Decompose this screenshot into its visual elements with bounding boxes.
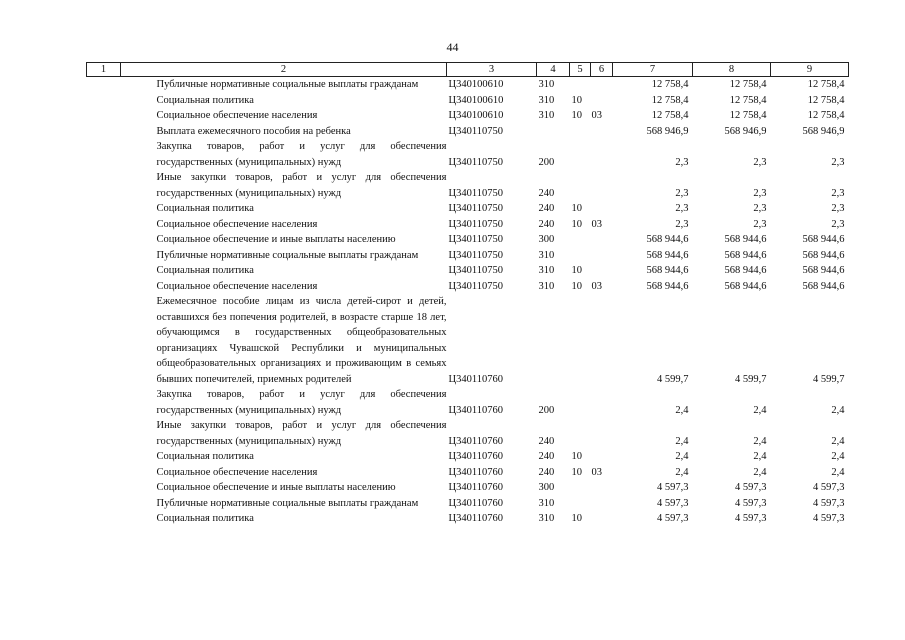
expense-type-code: 300 [538,234,555,245]
table-row [87,201,849,217]
cell-number [87,496,121,512]
amount-year-2: 4 597,3 [735,497,767,509]
cell-number [87,511,121,527]
subsection-code [591,511,613,527]
amount-year-3: 2,4 [831,404,845,416]
cell-number [87,93,121,109]
table-row [87,248,849,264]
section-code: 10 [571,265,582,276]
amount-year-3: 4 597,3 [813,497,845,509]
target-code: Ц340110760 [448,373,503,385]
table-row [87,511,849,527]
amount-year-2: 2,4 [753,466,767,478]
cell-number [87,279,121,295]
table-row [87,496,849,512]
expense-type-code: 310 [538,110,555,121]
expense-type-code: 240 [538,435,555,447]
amount-year-1: 2,4 [675,451,689,462]
table-row [87,217,849,233]
table-row [87,108,849,124]
table-row [87,263,849,279]
item-name: Социальная политика [156,203,254,214]
amount-year-3: 568 944,6 [802,265,845,276]
amount-year-3: 2,4 [831,435,845,447]
subsection-code [591,232,613,248]
target-code: Ц340110760 [448,404,503,416]
target-code: Ц340100610 [448,110,504,121]
section-code [570,248,591,264]
amount-year-1: 12 758,4 [651,110,689,121]
item-name: Закупка товаров, работ и услуг для обеспечения государственных (муниципальных) нужд [156,389,447,416]
item-name: Закупка товаров, работ и услуг для обеспечения государственных (муниципальных) нужд [156,141,447,168]
subsection-code [591,387,613,418]
item-name: Социальное обеспечение и иные выплаты населению [156,234,396,245]
target-code: Ц340100610 [448,94,504,106]
amount-year-3: 2,4 [831,451,845,462]
expense-type-code: 310 [538,497,555,509]
amount-year-1: 4 599,7 [657,373,689,385]
column-header: 3 [447,63,537,77]
amount-year-2: 568 944,6 [724,280,767,292]
amount-year-2: 2,4 [753,435,767,447]
amount-year-2: 2,4 [753,404,767,416]
table-body [87,77,849,527]
expense-type-code: 200 [538,156,555,168]
table-row [87,418,849,449]
amount-year-2: 2,3 [753,203,767,214]
table-row [87,77,849,93]
amount-year-1: 568 946,9 [646,125,689,137]
amount-year-1: 12 758,4 [651,94,689,106]
cell-number [87,139,121,170]
section-code [570,139,591,170]
expense-type-code: 310 [538,249,555,261]
amount-year-3: 2,3 [831,203,845,214]
cell-number [87,480,121,496]
column-header: 1 [87,63,121,77]
target-code: Ц340110750 [448,280,503,292]
amount-year-1: 2,3 [675,156,689,168]
amount-year-2: 12 758,4 [729,110,767,121]
subsection-code [591,418,613,449]
section-code: 10 [571,110,582,121]
expense-type-code: 310 [538,280,555,292]
cell-number [87,449,121,465]
table-row [87,124,849,140]
target-code: Ц340110750 [448,125,503,137]
amount-year-2: 568 944,6 [724,234,767,245]
amount-year-3: 568 944,6 [802,249,845,261]
section-code [570,418,591,449]
amount-year-2: 4 597,3 [735,482,767,493]
amount-year-3: 2,4 [831,466,845,478]
cell-number [87,465,121,481]
budget-table [86,62,849,527]
section-code [570,294,591,387]
amount-year-1: 2,3 [675,218,689,230]
cell-number [87,217,121,233]
amount-year-1: 2,4 [675,435,689,447]
amount-year-2: 4 597,3 [735,513,767,524]
table-row [87,465,849,481]
table-row [87,170,849,201]
target-code: Ц340110760 [448,435,503,447]
cell-number [87,294,121,387]
target-code: Ц340100610 [448,79,504,90]
target-code: Ц340110760 [448,466,503,478]
item-name: Социальная политика [156,94,254,106]
cell-number [87,232,121,248]
amount-year-3: 568 946,9 [802,125,845,137]
target-code: Ц340110760 [448,451,503,462]
amount-year-2: 12 758,4 [729,79,767,90]
subsection-code: 03 [591,218,602,230]
subsection-code [591,449,613,465]
section-code: 10 [571,280,582,292]
expense-type-code: 310 [538,265,555,276]
section-code [570,77,591,93]
expense-type-code [537,124,570,140]
amount-year-3: 568 944,6 [802,234,845,245]
subsection-code [591,201,613,217]
expense-type-code: 310 [538,79,555,90]
subsection-code [591,77,613,93]
expense-type-code [537,294,570,387]
table-row [87,480,849,496]
amount-year-3: 4 599,7 [813,373,845,385]
column-header: 8 [693,63,771,77]
target-code: Ц340110750 [448,218,503,230]
expense-type-code: 240 [538,203,555,214]
amount-year-2: 2,3 [753,218,767,230]
expense-type-code: 240 [538,451,555,462]
section-code: 10 [571,218,582,230]
column-header: 6 [591,63,613,77]
subsection-code [591,294,613,387]
expense-type-code: 240 [538,187,555,199]
subsection-code: 03 [591,110,602,121]
amount-year-3: 2,3 [831,218,845,230]
amount-year-2: 2,3 [753,187,767,199]
cell-number [87,77,121,93]
column-header: 4 [537,63,570,77]
amount-year-2: 568 946,9 [724,125,767,137]
amount-year-3: 2,3 [831,156,845,168]
cell-number [87,418,121,449]
amount-year-1: 568 944,6 [646,234,689,245]
item-name: Выплата ежемесячного пособия на ребенка [156,125,351,137]
subsection-code [591,263,613,279]
expense-type-code: 240 [538,466,555,478]
item-name: Социальная политика [156,513,254,524]
amount-year-2: 2,3 [753,156,767,168]
amount-year-1: 568 944,6 [646,280,689,292]
amount-year-2: 4 599,7 [735,373,767,385]
amount-year-3: 4 597,3 [813,513,845,524]
section-code: 10 [571,466,582,478]
section-code [570,480,591,496]
item-name: Публичные нормативные социальные выплаты гражданам [156,79,419,90]
amount-year-2: 568 944,6 [724,265,767,276]
subsection-code [591,139,613,170]
cell-number [87,170,121,201]
section-code: 10 [571,203,582,214]
target-code: Ц340110760 [448,482,503,493]
table-row [87,93,849,109]
table-row [87,232,849,248]
amount-year-3: 12 758,4 [807,94,845,106]
section-code [570,232,591,248]
item-name: Ежемесячное пособие лицам из числа детей-сирот и детей, оставшихся без попечения родителей, в возрасте старше 18 лет, обучающимся в государственных общеобразовательных организациях Чувашской Республики и муниципальных общеобразовательных организациях и проживающим в семьях бывших попечителей, приемных родителей [156,296,447,385]
amount-year-3: 4 597,3 [813,482,845,493]
cell-number [87,248,121,264]
target-code: Ц340110750 [448,203,503,214]
expense-type-code: 240 [538,218,555,230]
target-code: Ц340110760 [448,497,503,509]
target-code: Ц340110750 [448,265,503,276]
amount-year-2: 12 758,4 [729,94,767,106]
section-code [570,387,591,418]
amount-year-1: 12 758,4 [651,79,689,90]
target-code: Ц340110750 [448,249,503,261]
table-row [87,387,849,418]
column-header: 7 [613,63,693,77]
expense-type-code: 310 [538,513,555,524]
item-name: Иные закупки товаров, работ и услуг для обеспечения государственных (муниципальных) нужд [156,420,447,447]
item-name: Публичные нормативные социальные выплаты гражданам [156,497,419,509]
target-code: Ц340110750 [448,156,503,168]
section-code [570,170,591,201]
amount-year-2: 568 944,6 [724,249,767,261]
item-name: Социальная политика [156,265,254,276]
cell-number [87,387,121,418]
item-name: Иные закупки товаров, работ и услуг для обеспечения государственных (муниципальных) нужд [156,172,447,199]
expense-type-code: 310 [538,94,555,106]
target-code: Ц340110760 [448,513,503,524]
section-code: 10 [571,513,582,524]
amount-year-1: 2,4 [675,404,689,416]
amount-year-3: 2,3 [831,187,845,199]
amount-year-1: 2,4 [675,466,689,478]
page-number: 44 [446,40,459,54]
amount-year-3: 568 944,6 [802,280,845,292]
table-row [87,279,849,295]
amount-year-1: 4 597,3 [657,513,689,524]
item-name: Социальное обеспечение населения [156,110,318,121]
item-name: Социальное обеспечение населения [156,218,318,230]
subsection-code [591,124,613,140]
subsection-code [591,93,613,109]
subsection-code [591,480,613,496]
target-code: Ц340110750 [448,187,503,199]
section-code [570,124,591,140]
column-header: 2 [121,63,447,77]
amount-year-1: 568 944,6 [646,249,689,261]
cell-number [87,108,121,124]
cell-number [87,124,121,140]
column-header: 9 [771,63,849,77]
section-code: 10 [571,451,582,462]
section-code: 10 [571,94,582,106]
subsection-code [591,248,613,264]
amount-year-1: 568 944,6 [646,265,689,276]
subsection-code: 03 [591,280,602,292]
subsection-code [591,170,613,201]
subsection-code [591,496,613,512]
amount-year-2: 2,4 [753,451,767,462]
section-code [570,496,591,512]
table-header-row [87,63,849,77]
item-name: Социальное обеспечение и иные выплаты населению [156,482,396,493]
column-header: 5 [570,63,591,77]
amount-year-1: 2,3 [675,187,689,199]
expense-type-code: 200 [538,404,555,416]
amount-year-1: 4 597,3 [657,482,689,493]
item-name: Публичные нормативные социальные выплаты гражданам [156,249,419,261]
table-row [87,294,849,387]
item-name: Социальное обеспечение населения [156,280,318,292]
amount-year-1: 2,3 [675,203,689,214]
amount-year-3: 12 758,4 [807,79,845,90]
amount-year-1: 4 597,3 [657,497,689,509]
item-name: Социальная политика [156,451,254,462]
amount-year-3: 12 758,4 [807,110,845,121]
expense-type-code: 300 [538,482,555,493]
subsection-code: 03 [591,466,602,478]
item-name: Социальное обеспечение населения [156,466,318,478]
cell-number [87,263,121,279]
table-row [87,449,849,465]
target-code: Ц340110750 [448,234,503,245]
cell-number [87,201,121,217]
table-row [87,139,849,170]
